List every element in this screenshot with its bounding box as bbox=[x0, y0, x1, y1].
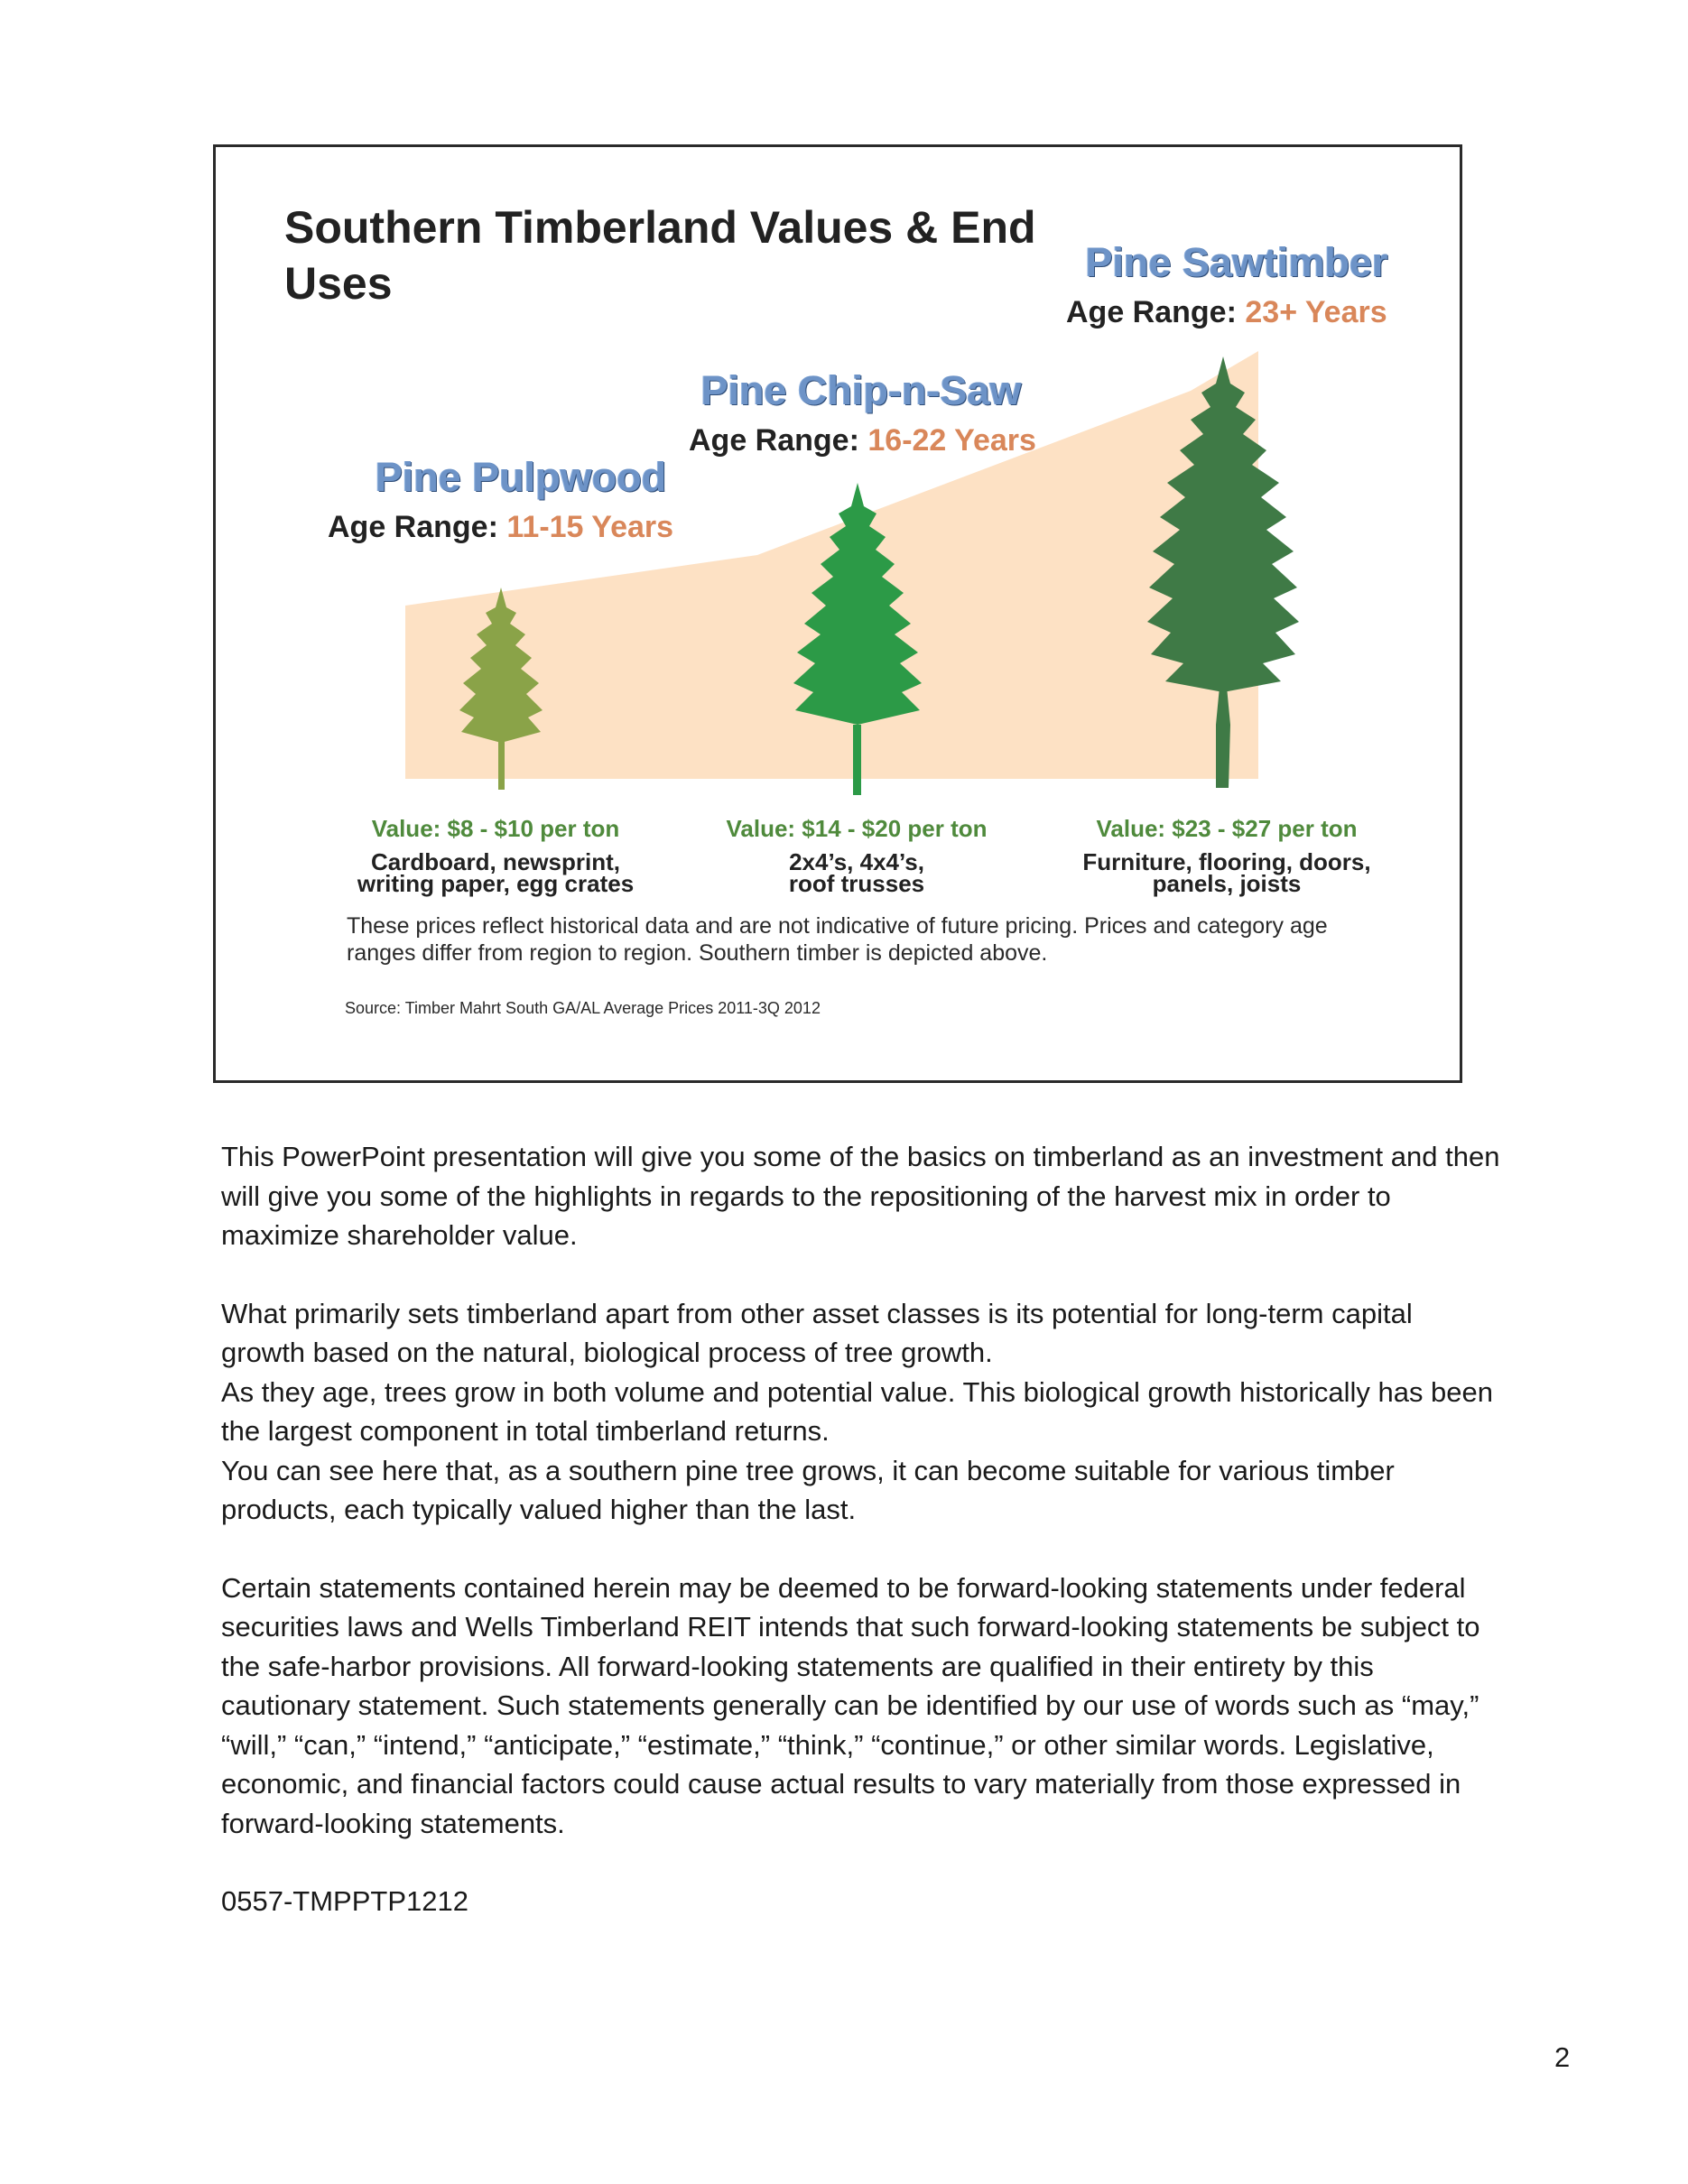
growth-line: As they age, trees grow in both volume and potential value. This biological growth historically has been the largest component in total timberland returns. bbox=[221, 1375, 1494, 1447]
category-title-chip-n-saw: Pine Chip-n-Saw bbox=[700, 367, 1022, 413]
age-range-label: Age Range: bbox=[1066, 295, 1237, 329]
age-range-value: 16-22 Years bbox=[867, 423, 1036, 458]
end-uses-sawtimber bbox=[1046, 848, 1407, 897]
value-sawtimber: Value: $23 - $27 per ton bbox=[1096, 815, 1358, 842]
notes-text bbox=[221, 1137, 1503, 1960]
end-uses-line: roof trusses bbox=[788, 870, 925, 897]
end-uses-line: writing paper, egg crates bbox=[357, 870, 635, 897]
age-range-sawtimber bbox=[1066, 295, 1387, 330]
document-code: 0557-TMPPTP1212 bbox=[221, 1885, 468, 1917]
end-uses-line: 2x4’s, 4x4’s, bbox=[789, 848, 924, 875]
source-note: Source: Timber Mahrt South GA/AL Average Prices 2011-3Q 2012 bbox=[345, 999, 821, 1017]
forward-looking-paragraph: Certain statements contained herein may be deemed to be forward-looking statements under federal securities laws and Wells Timberland REIT intends that such forward-looking statements be subject to the safe-harbor provisions. All forward-looking statements are qualified in their entirety by this cautionary statement. Such statements generally can be identified by our use of words such as “may,” “will,” “can,” “intend,” “anticipate,” “estimate,” “think,” “continue,” or other similar words. Legislative, economic, and financial factors could cause actual results to vary materially from those expressed in forward-looking statements. bbox=[221, 1571, 1480, 1839]
growth-paragraph bbox=[221, 1294, 1503, 1530]
value-pulpwood: Value: $8 - $10 per ton bbox=[371, 815, 620, 842]
value-chip-n-saw: Value: $14 - $20 per ton bbox=[726, 815, 988, 842]
slide-figure bbox=[213, 144, 1462, 1083]
age-range-value: 11-15 Years bbox=[506, 510, 674, 544]
end-uses-line: Furniture, flooring, doors, bbox=[1082, 848, 1371, 875]
end-uses-line: Cardboard, newsprint, bbox=[371, 848, 620, 875]
end-uses-line: panels, joists bbox=[1152, 870, 1302, 897]
growth-line: You can see here that, as a southern pine tree grows, it can become suitable for various timber products, each typically valued higher than the last. bbox=[221, 1454, 1395, 1525]
growth-line: What primarily sets timberland apart from other asset classes is its potential for long-term capital growth based on the natural, biological process of tree growth. bbox=[221, 1297, 1413, 1368]
age-range-chip-n-saw bbox=[689, 423, 1036, 458]
age-range-label: Age Range: bbox=[328, 510, 498, 544]
age-range-value: 23+ Years bbox=[1245, 295, 1387, 329]
slide-title: Southern Timberland Values & End Uses bbox=[284, 202, 1036, 309]
age-range-label: Age Range: bbox=[689, 423, 859, 458]
age-range-pulpwood bbox=[328, 510, 673, 545]
intro-paragraph: This PowerPoint presentation will give you some of the basics on timberland as an investment and then will give you some of the highlights in regards to the repositioning of the harvest mix in order to maximize shareholder value. bbox=[221, 1141, 1500, 1251]
price-disclaimer: These prices reflect historical data and are not indicative of future pricing. Prices and category age ranges differ from region to region. Southern timber is depicted above. bbox=[347, 913, 1328, 966]
end-uses-chip-n-saw bbox=[676, 848, 1037, 897]
end-uses-pulpwood bbox=[315, 848, 676, 897]
category-title-sawtimber: Pine Sawtimber bbox=[1085, 239, 1388, 285]
category-title-pulpwood: Pine Pulpwood bbox=[375, 454, 667, 500]
page-number: 2 bbox=[1554, 2041, 1571, 2073]
